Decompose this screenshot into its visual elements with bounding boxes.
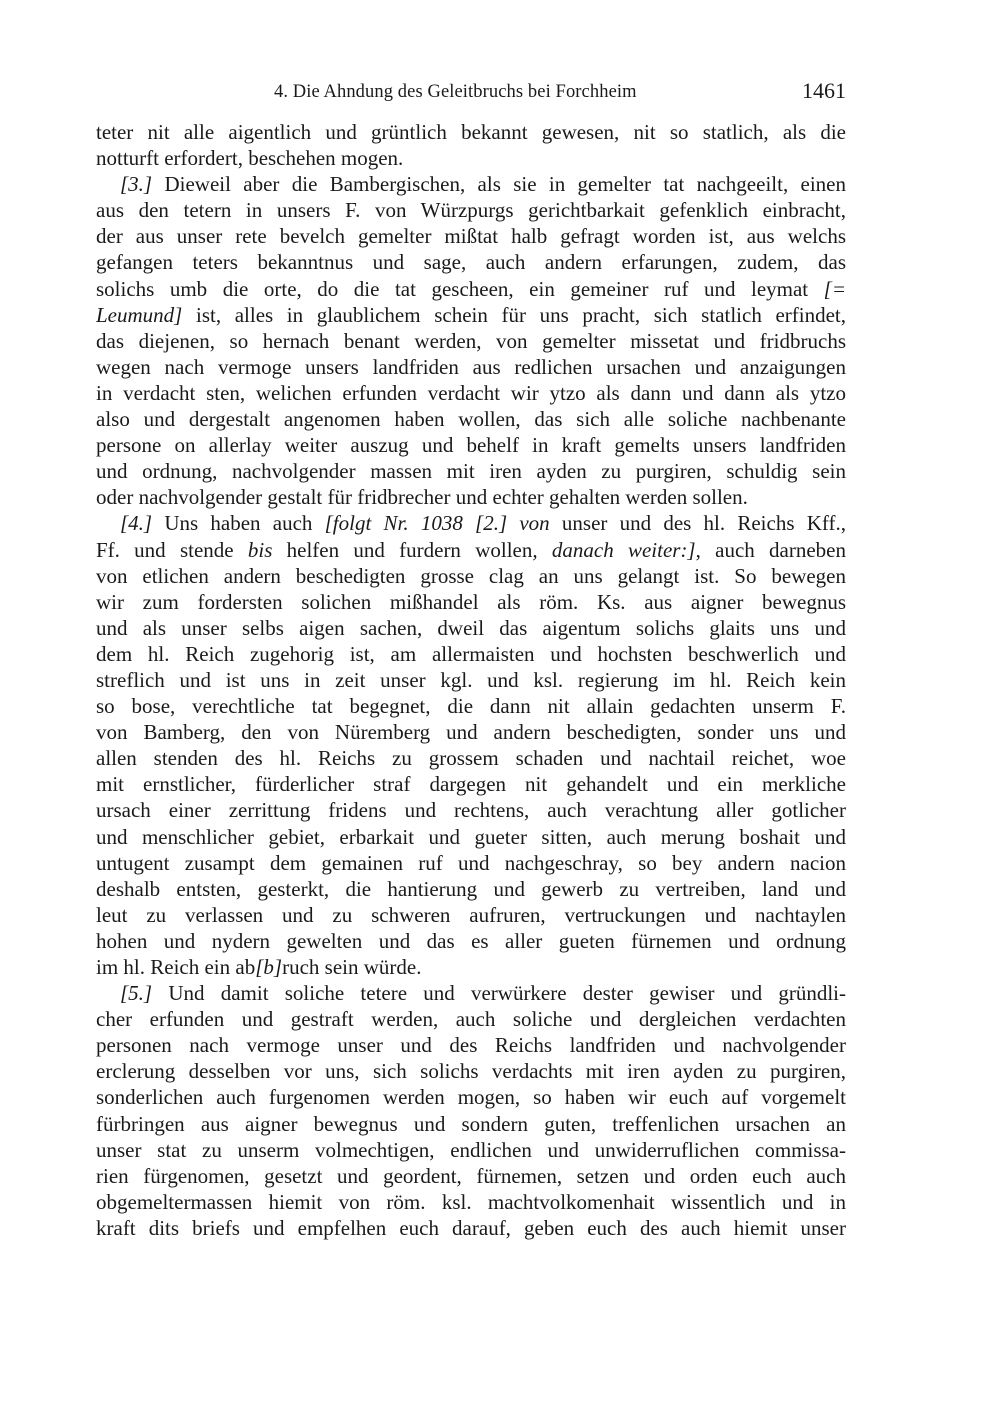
text-line: [4.] Uns haben auch [folgt Nr. 1038 [2.] von unser und des hl. Reichs Kff., (120, 511, 846, 536)
text-line: unser stat zu unserm volmechtigen, endlichen und unwiderruflichen commissa- (96, 1137, 846, 1162)
section-number: [4.] (120, 511, 153, 536)
text-line: wir zum fordersten solichen mißhandel als röm. Ks. aus aigner bewegnus (96, 589, 846, 614)
text-line: dem hl. Reich zugehorig ist, am allermaisten und hochsten beschwerlich und (96, 641, 846, 666)
paragraph-4 (96, 510, 846, 980)
text-line: mit ernstlicher, fürderlicher straf dargegen nit gehandelt und ein merkliche (96, 772, 846, 797)
text-line: und als unser selbs aigen sachen, dweil das aigentum solichs glaits uns und (96, 615, 846, 640)
text-line: teter nit alle aigentlich und grüntlich bekannt gewesen, nit so statlich, als die (96, 120, 846, 144)
text-line: der aus unser rete bevelch gemelter mißtat halb gefragt worden ist, aus welchs (96, 224, 846, 249)
text-line: cher erfunden und gestraft werden, auch soliche und dergleichen verdachten (96, 1007, 846, 1032)
text-line: [3.] Dieweil aber die Bambergischen, als sie in gemelter tat nachgeeilt, einen (120, 172, 846, 197)
text-line: in verdacht sten, welichen erfunden verdacht wir ytzo als dann und dann als ytzo (96, 380, 846, 405)
editorial-note: [folgt Nr. 1038 [2.] von (324, 511, 550, 536)
text-line: leut zu verlassen und zu schweren aufruren, vertruckungen und nachtaylen (96, 902, 846, 927)
editorial-note: bis (247, 537, 273, 562)
text-line: fürbringen aus aigner bewegnus und sondern guten, treffenlichen ursachen an (96, 1111, 846, 1136)
editorial-note: [b] (255, 955, 283, 979)
text-line: sonderlichen auch furgenomen werden mogen, so haben wir euch auf vorgemelt (96, 1085, 846, 1110)
text-line: solichs umb die orte, do die tat gescheen, ein gemeiner ruf und leymat [= (96, 276, 846, 301)
editorial-note: , danach weiter:] (532, 537, 696, 562)
main-text (96, 119, 846, 1241)
paragraph-5 (96, 980, 846, 1241)
section-number: [3.] (120, 172, 153, 197)
text-line: rien fürgenomen, gesetzt und geordent, fürnemen, setzen und orden euch auch (96, 1163, 846, 1188)
text-line: allen stenden des hl. Reichs zu grossem schaden und nachtail reichet, woe (96, 746, 846, 771)
text-line: gefangen teters bekanntnus und sage, auch andern erfarungen, zudem, das (96, 250, 846, 275)
text-line: Leumund] ist, alles in glaublichem schein für uns pracht, sich statlich erfindet, (96, 302, 846, 327)
section-number: [5.] (120, 981, 153, 1006)
text-line: ursach einer zerrittung fridens und rechtens, auch verachtung aller gotlicher (96, 798, 846, 823)
running-head: 4. Die Ahndung des Geleitbruchs bei Forchheim (274, 82, 637, 102)
text-line: persone on allerlay weiter auszug und behelf in kraft gemelts unsers landfriden (96, 433, 846, 458)
paragraph-continuation (96, 119, 846, 171)
paragraph-3 (96, 171, 846, 510)
editorial-note: [= (823, 276, 846, 301)
text-line: [5.] Und damit soliche tetere und verwürkere dester gewiser und gründli- (120, 981, 846, 1006)
text-line: untugent zusampt dem gemainen ruf und nachgeschray, so bey andern nacion (96, 850, 846, 875)
text-line: und menschlicher gebiet, erbarkait und gueter sitten, auch merung boshait und (96, 824, 846, 849)
text-line: so bose, verechtliche tat begegnet, die dann nit allain gedachten unserm F. (96, 694, 846, 719)
text-line: erclerung desselben vor uns, sich solichs verdachts mit iren ayden zu purgiren, (96, 1059, 846, 1084)
text-line: deshalb entsten, gesterkt, die hantierung und gewerb zu vertreiben, land und (96, 876, 846, 901)
text-line: obgemeltermassen hiemit von röm. ksl. machtvolkomenhait wissentlich und in (96, 1189, 846, 1214)
text-line: personen nach vermoge unser und des Reichs landfriden und nachvolgender (96, 1033, 846, 1058)
text-line: notturft erfordert, beschehen mogen. (96, 146, 404, 171)
text-line: kraft dits briefs und empfelhen euch darauf, geben euch des auch hiemit unser (96, 1215, 846, 1240)
text-line: im hl. Reich ein ab[b]ruch sein würde. (96, 955, 422, 979)
page-number: 1461 (802, 78, 846, 103)
text-line: streflich und ist uns in zeit unser kgl. und ksl. regierung im hl. Reich kein (96, 667, 846, 692)
text-line: das diejenen, so hernach benant werden, von gemelter missetat und fridbruchs (96, 328, 846, 353)
text-line: also und dergestalt angenomen haben wollen, das sich alle soliche nachbenante (96, 407, 846, 432)
text-line: hohen und nydern gewelten und das es aller gueten fürnemen und ordnung (96, 928, 846, 953)
text-line: aus den tetern in unsers F. von Würzpurgs gerichtbarkait gefenklich einbracht, (96, 198, 846, 223)
text-line: von etlichen andern beschedigten grosse clag an uns gelangt ist. So bewegen (96, 563, 846, 588)
editorial-note: Leumund] (96, 302, 183, 327)
page-header (96, 78, 846, 108)
text-line: Ff. und stende bis helfen und furdern wollen, danach weiter:], auch darneben (96, 537, 846, 562)
text-line: wegen nach vermoge unsers landfriden aus redlichen ursachen und anzaigungen (96, 354, 846, 379)
text-line: von Bamberg, den von Nüremberg und andern beschedigten, sonder uns und (96, 720, 846, 745)
text-line: oder nachvolgender gestalt für fridbrecher und echter gehalten werden sollen. (96, 485, 748, 510)
text-line: und ordnung, nachvolgender massen mit iren ayden zu purgiren, schuldig sein (96, 459, 846, 484)
